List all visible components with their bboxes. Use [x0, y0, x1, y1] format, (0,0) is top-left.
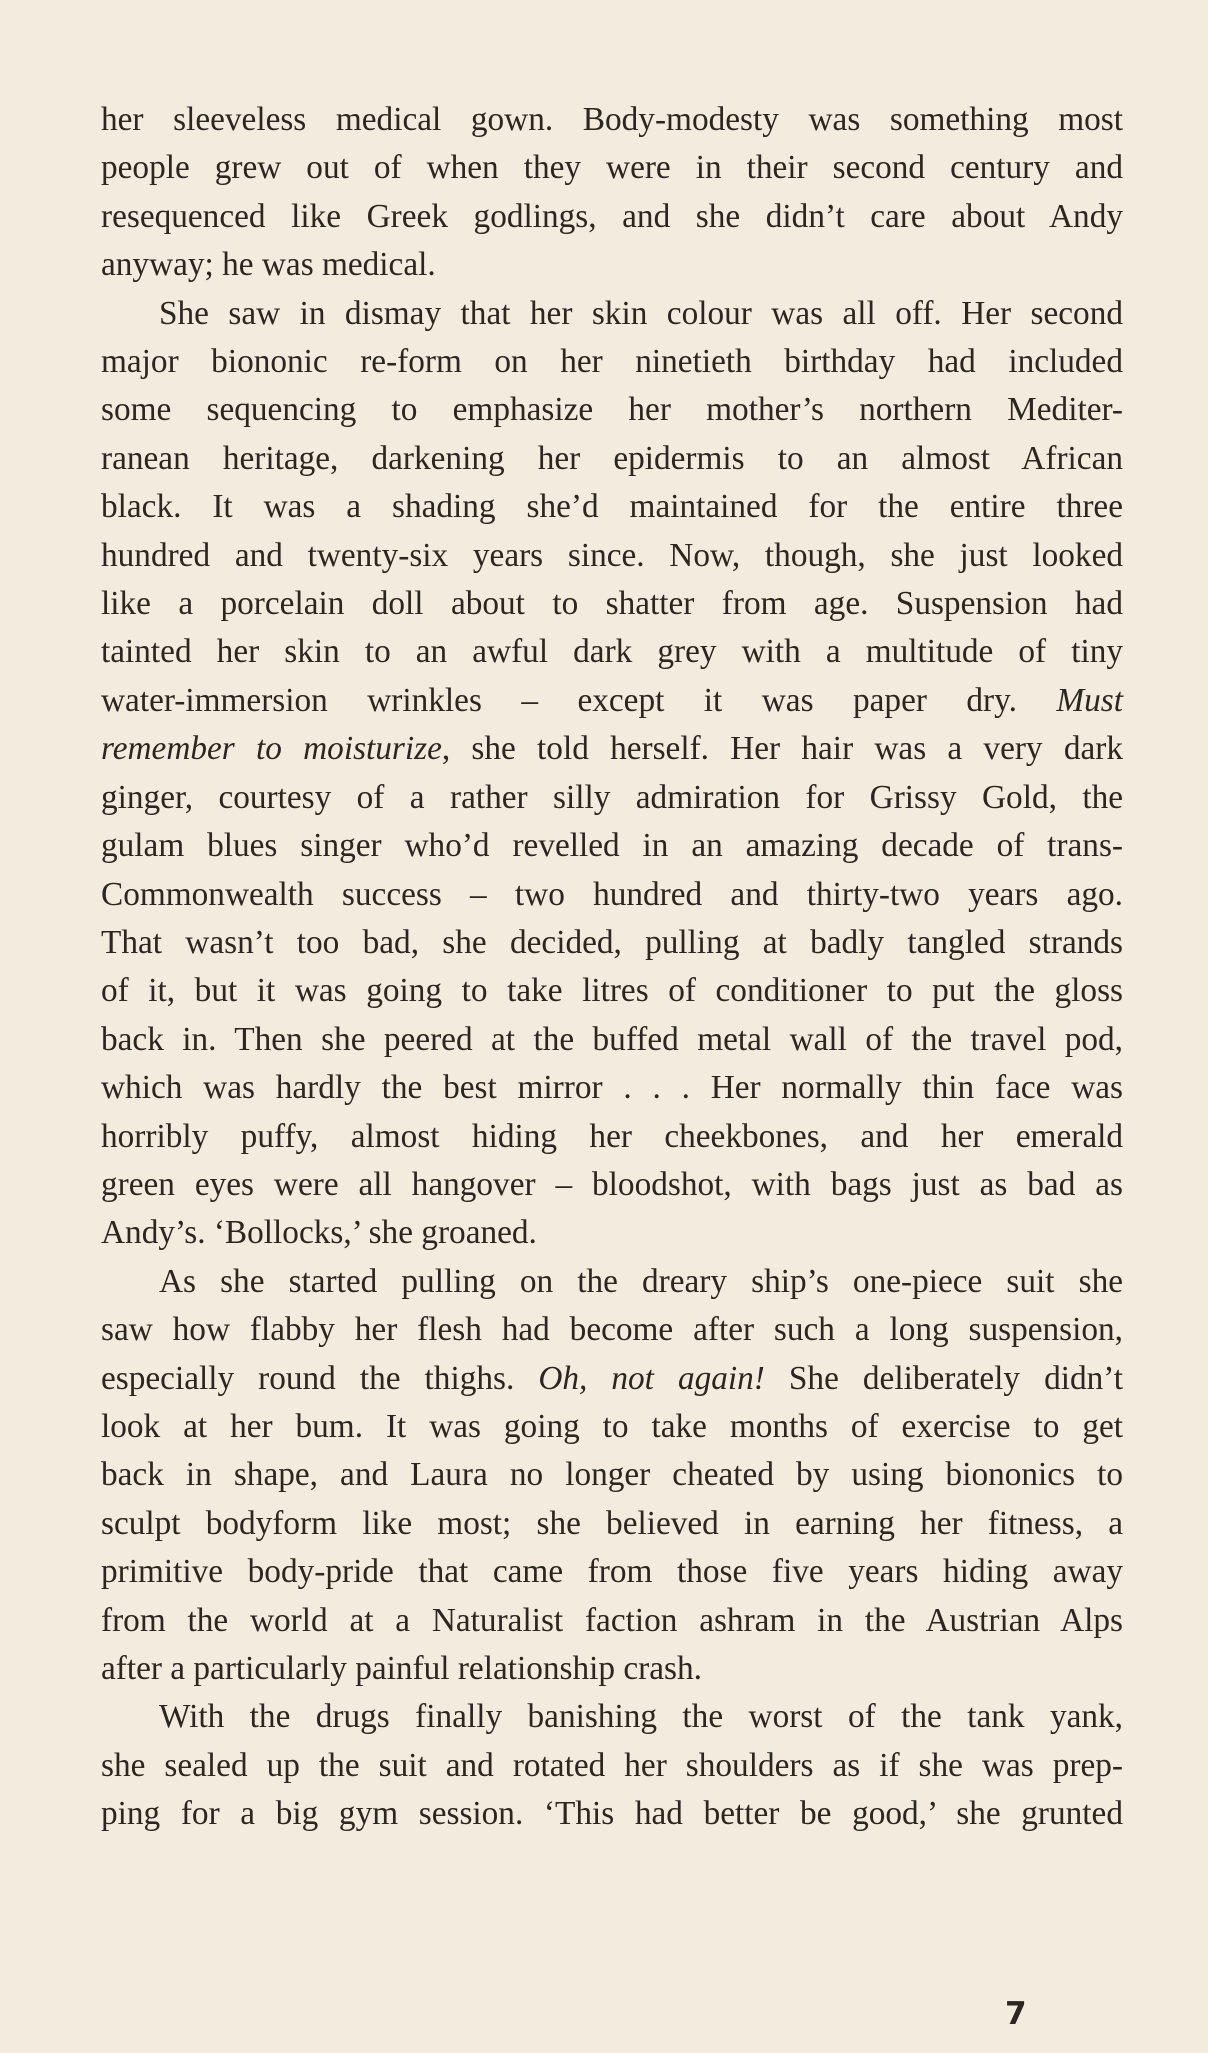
text-line: major biononic re-form on her ninetieth birthday had included	[101, 343, 1123, 381]
text-line: like a porcelain doll about to shatter from age. Suspension had	[101, 585, 1123, 623]
text-line: her sleeveless medical gown. Body-modesty was something most	[101, 101, 1123, 138]
book-page	[101, 96, 1123, 2032]
text-segment: especially round the thighs.	[101, 1359, 515, 1397]
text-line: She saw in dismay that her skin colour was all off. Her second	[159, 294, 1123, 332]
text-line-mixed	[101, 725, 1123, 773]
text-line: green eyes were all hangover – bloodshot, with bags just as bad as	[101, 1165, 1123, 1203]
text-line: tainted her skin to an awful dark grey with a multitude of tiny	[101, 633, 1123, 671]
text-line-mixed	[101, 677, 1123, 725]
text-line: As she started pulling on the dreary ship’s one-piece suit she	[159, 1262, 1123, 1300]
page-number: 7	[1005, 1996, 1027, 2032]
text-segment: She deliberately didn’t	[764, 1359, 1123, 1397]
text-line: Andy’s. ‘Bollocks,’ she groaned.	[101, 1214, 537, 1252]
text-line: back in shape, and Laura no longer cheated by using biononics to	[101, 1456, 1123, 1494]
text-line: back in. Then she peered at the buffed metal wall of the travel pod,	[101, 1020, 1123, 1058]
text-line: saw how flabby her flesh had become after such a long suspension,	[101, 1311, 1123, 1349]
text-line: of it, but it was going to take litres of conditioner to put the gloss	[101, 972, 1123, 1010]
text-line: ginger, courtesy of a rather silly admiration for Grissy Gold, the	[101, 778, 1123, 816]
text-line: after a particularly painful relationship crash.	[101, 1650, 702, 1687]
paragraph-3	[101, 1258, 1123, 1694]
text-line-mixed	[101, 1355, 1123, 1403]
paragraph-4	[101, 1693, 1123, 1838]
text-line: from the world at a Naturalist faction ashram in the Austrian Alps	[101, 1601, 1123, 1639]
text-line: Commonwealth success – two hundred and thirty-two years ago.	[101, 875, 1123, 913]
text-line: look at her bum. It was going to take months of exercise to get	[101, 1407, 1123, 1445]
italic-segment: Oh, not again!	[538, 1359, 765, 1397]
paragraph-2	[101, 290, 1123, 1258]
text-segment: water-immersion wrinkles – except it was paper dry.	[101, 681, 1017, 719]
text-line: gulam blues singer who’d revelled in an amazing decade of trans-	[101, 827, 1123, 865]
text-line: which was hardly the best mirror . . . Her normally thin face was	[101, 1069, 1123, 1107]
text-line: ranean heritage, darkening her epidermis to an almost African	[101, 439, 1123, 477]
text-line: That wasn’t too bad, she decided, pulling at badly tangled strands	[101, 923, 1123, 961]
text-line: black. It was a shading she’d maintained for the entire three	[101, 488, 1123, 526]
text-line: people grew out of when they were in their second century and	[101, 149, 1123, 187]
text-line: With the drugs finally banishing the worst of the tank yank,	[159, 1698, 1123, 1736]
text-line: some sequencing to emphasize her mother’s northern Mediter-	[101, 391, 1123, 429]
text-line: she sealed up the suit and rotated her shoulders as if she was prep-	[101, 1746, 1123, 1784]
paragraph-1	[101, 96, 1123, 290]
italic-segment: Must	[1056, 681, 1123, 719]
text-line: horribly puffy, almost hiding her cheekbones, and her emerald	[101, 1117, 1123, 1155]
text-line: hundred and twenty-six years since. Now, though, she just looked	[101, 536, 1123, 574]
text-line: resequenced like Greek godlings, and she didn’t care about Andy	[101, 197, 1123, 235]
italic-segment: remember to moisturize	[101, 730, 442, 768]
text-line: anyway; he was medical.	[101, 246, 436, 284]
text-line: sculpt bodyform like most; she believed in earning her fitness, a	[101, 1504, 1123, 1542]
text-segment: , she told herself. Her hair was a very dark	[441, 730, 1123, 768]
text-line: primitive body-pride that came from those five years hiding away	[101, 1553, 1123, 1591]
text-line: ping for a big gym session. ‘This had better be good,’ she grunted	[101, 1795, 1123, 1833]
